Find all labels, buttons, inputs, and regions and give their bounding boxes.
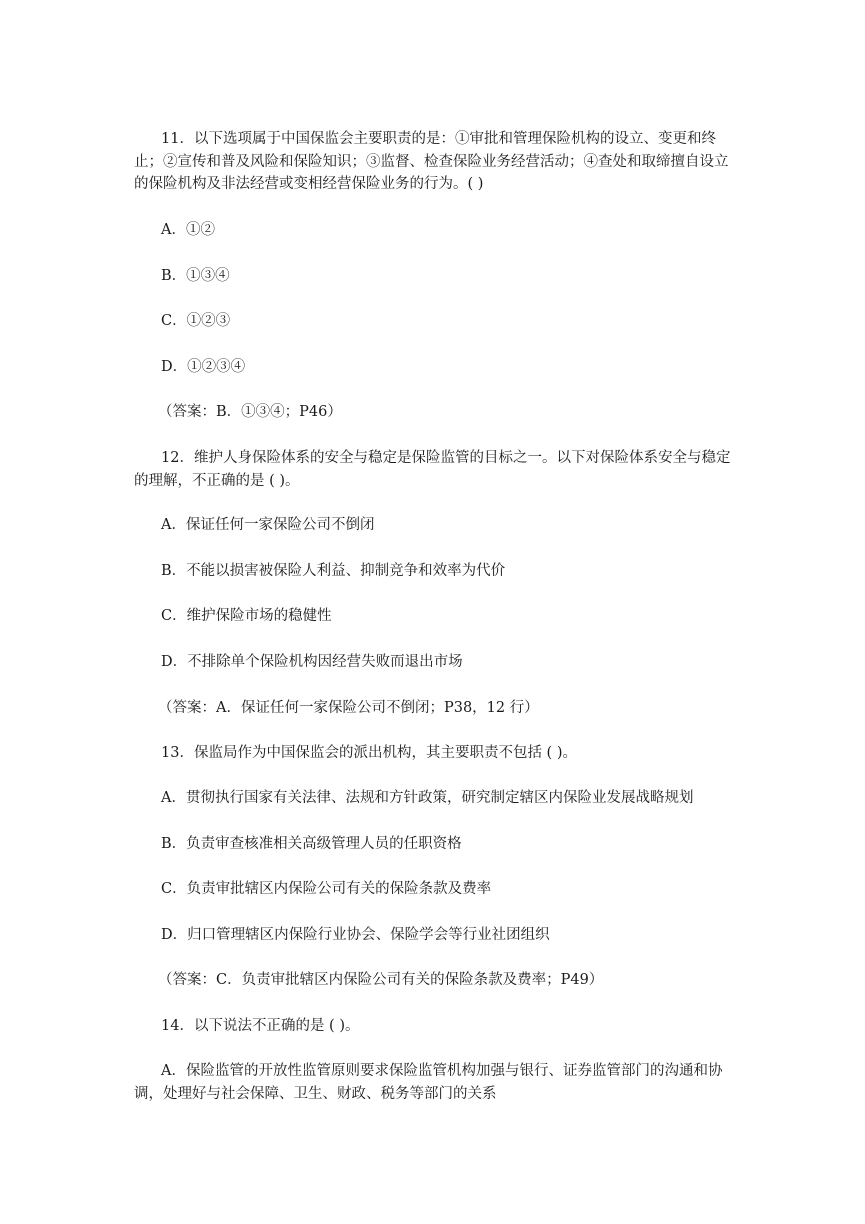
question-13-option-b: B．负责审查核准相关高级管理人员的任职资格	[161, 836, 462, 852]
question-12-option-b: B．不能以损害被保险人利益、抑制竞争和效率为代价	[161, 563, 506, 579]
question-11-option-d: D．①②③④	[161, 359, 246, 375]
question-14-option-a: A．保险监管的开放性监管原则要求保险监管机构加强与银行、证券监管部门的沟通和协调，处理好与社会保障、卫生、财政、税务等部门的关系	[134, 1063, 723, 1102]
question-13-option-a: A．贯彻执行国家有关法律、法规和方针政策，研究制定辖区内保险业发展战略规划	[161, 790, 694, 806]
question-11-stem: 11．以下选项属于中国保监会主要职责的是：①审批和管理保险机构的设立、变更和终止；②宣传和普及风险和保险知识；③监督、检查保险业务经营活动；④查处和取缔擅自设立的保险机构及非法经营或变相经营保险业务的行为。( )	[134, 131, 729, 192]
question-13-option-d: D．归口管理辖区内保险行业协会、保险学会等行业社团组织	[161, 927, 550, 943]
question-12-stem: 12．维护人身保险体系的安全与稳定是保险监管的目标之一。以下对保险体系安全与稳定的理解，不正确的是 ( )。	[134, 450, 731, 489]
question-13-answer: （答案：C．负责审批辖区内保险公司有关的保险条款及费率；P49）	[158, 972, 604, 988]
question-12-answer: （答案：A．保证任何一家保险公司不倒闭；P38，12 行）	[158, 700, 539, 716]
question-11-option-a: A．①②	[161, 222, 215, 238]
question-11-answer: （答案：B．①③④；P46）	[158, 404, 342, 420]
question-13-stem: 13．保监局作为中国保监会的派出机构，其主要职责不包括 ( )。	[161, 745, 577, 761]
question-12-option-c: C．维护保险市场的稳健性	[161, 608, 332, 624]
question-11-option-c: C．①②③	[161, 313, 231, 329]
question-12-option-a: A．保证任何一家保险公司不倒闭	[161, 517, 375, 533]
question-12-option-d: D．不排除单个保险机构因经营失败而退出市场	[161, 654, 463, 670]
question-13-option-c: C．负责审批辖区内保险公司有关的保险条款及费率	[161, 881, 492, 897]
question-14-stem: 14．以下说法不正确的是 ( )。	[161, 1018, 360, 1034]
question-11-option-b: B．①③④	[161, 268, 230, 284]
